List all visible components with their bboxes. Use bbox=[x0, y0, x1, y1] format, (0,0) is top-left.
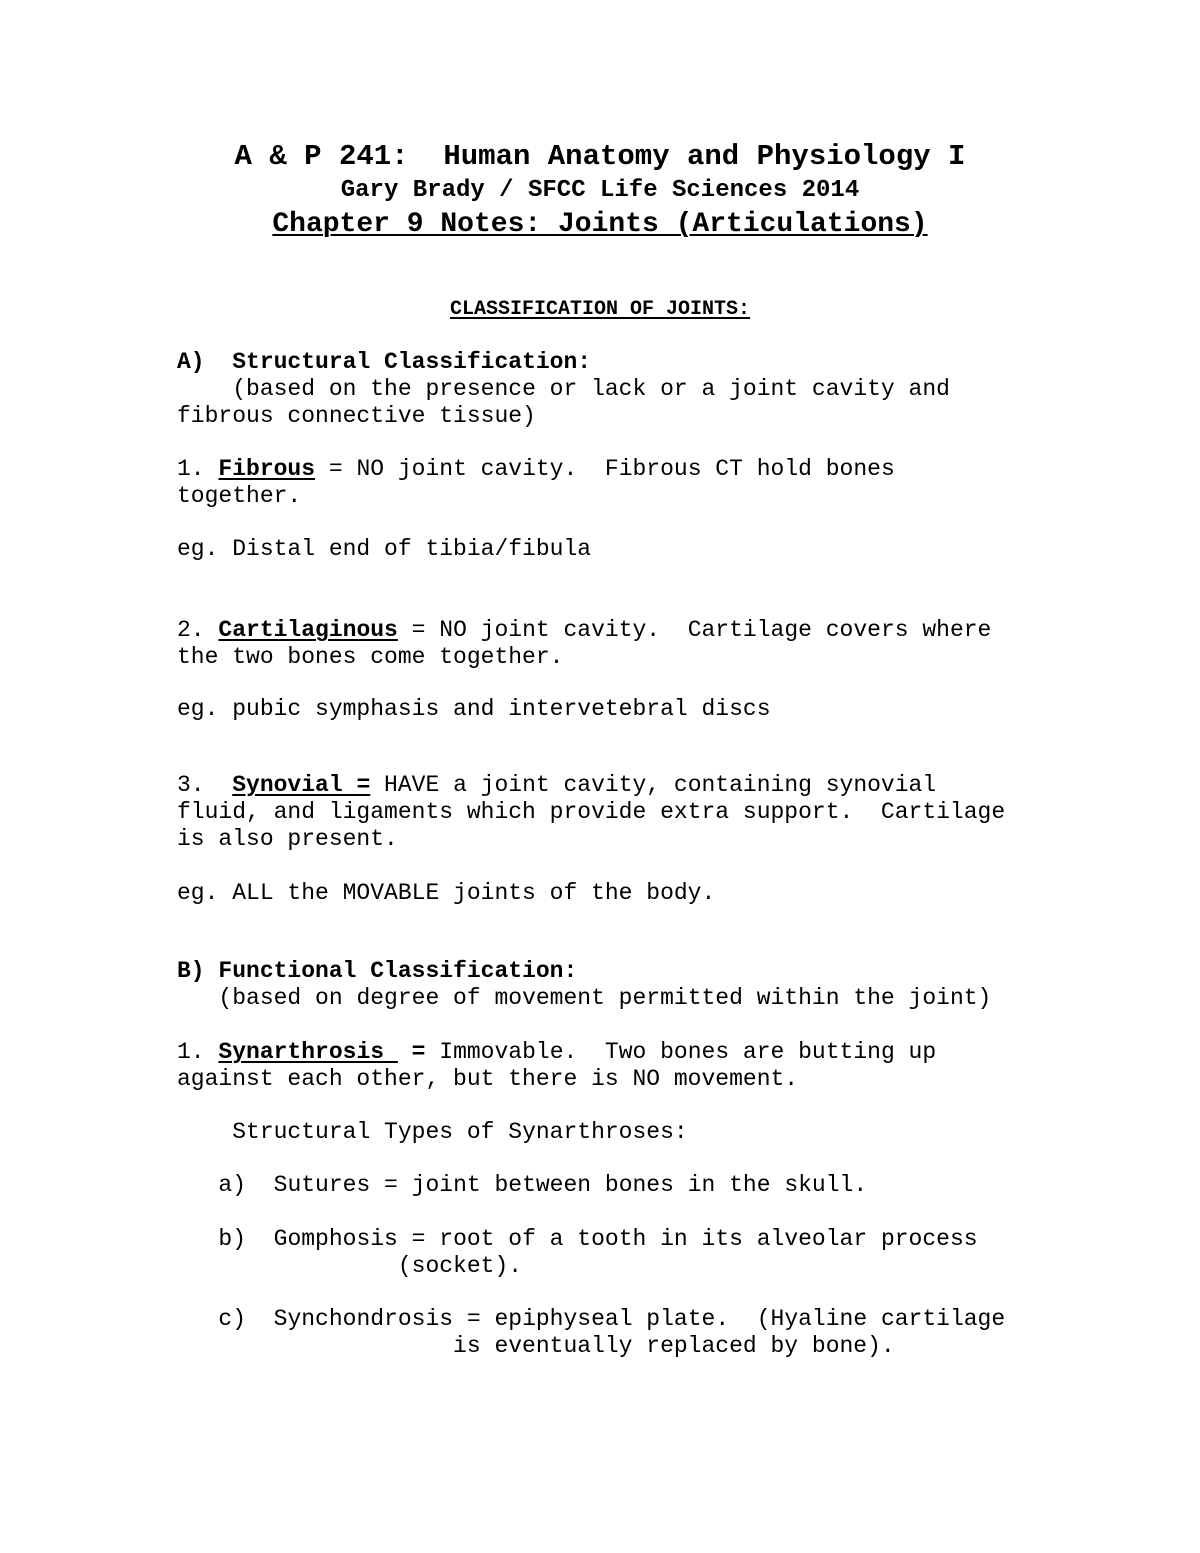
structural-label: A) bbox=[177, 349, 205, 375]
synovial-num: 3. bbox=[177, 772, 205, 798]
synovial-item bbox=[177, 772, 936, 799]
type-gomphosis-text-line1: Gomphosis = root of a tooth in its alveolar process bbox=[273, 1226, 978, 1252]
synovial-term: Synovial = bbox=[232, 772, 371, 798]
functional-label: B) bbox=[177, 958, 205, 984]
functional-title: Functional Classification: bbox=[218, 958, 578, 984]
structural-title: Structural Classification: bbox=[232, 349, 592, 375]
type-sutures bbox=[177, 1172, 867, 1199]
type-synchondrosis-text-line1: Synchondrosis = epiphyseal plate. (Hyaline cartilage bbox=[273, 1306, 1006, 1332]
fibrous-item bbox=[177, 456, 895, 483]
fibrous-example: eg. Distal end of tibia/fibula bbox=[177, 536, 592, 562]
fibrous-text-line2: together. bbox=[177, 483, 302, 509]
synarthrosis-item bbox=[177, 1039, 936, 1066]
synovial-text-line2: fluid, and ligaments which provide extra support. Cartilage bbox=[177, 799, 1006, 825]
chapter-title: Chapter 9 Notes: Joints (Articulations) bbox=[272, 209, 928, 240]
synovial-text-line1: HAVE a joint cavity, containing synovial bbox=[370, 772, 937, 798]
cartilaginous-text-line2: the two bones come together. bbox=[177, 644, 564, 670]
type-synchondrosis-letter: c) bbox=[218, 1306, 247, 1332]
type-gomphosis-text-line2: (socket). bbox=[397, 1253, 523, 1279]
course-title: A & P 241: Human Anatomy and Physiology I bbox=[234, 140, 966, 173]
functional-heading bbox=[177, 958, 577, 985]
type-synchondrosis-text-line2: is eventually replaced by bone). bbox=[453, 1333, 895, 1359]
synarthrosis-text-line2: against each other, but there is NO movement. bbox=[177, 1066, 799, 1092]
fibrous-term: Fibrous bbox=[218, 456, 316, 482]
cartilaginous-term: Cartilaginous bbox=[218, 617, 398, 643]
synovial-example: eg. ALL the MOVABLE joints of the body. bbox=[177, 880, 716, 906]
type-synchondrosis bbox=[177, 1306, 1005, 1333]
structural-desc-line1: (based on the presence or lack or a joint cavity and bbox=[232, 376, 950, 402]
fibrous-num: 1. bbox=[177, 456, 205, 482]
synarthroses-types-heading: Structural Types of Synarthroses: bbox=[232, 1119, 688, 1145]
type-gomphosis-letter: b) bbox=[218, 1226, 247, 1252]
structural-heading bbox=[177, 349, 591, 376]
functional-desc: (based on degree of movement permitted within the joint) bbox=[218, 985, 992, 1011]
synarthrosis-term: Synarthrosis bbox=[218, 1039, 398, 1065]
fibrous-text-line1: = NO joint cavity. Fibrous CT hold bones bbox=[315, 456, 895, 482]
cartilaginous-item bbox=[177, 617, 991, 644]
author-line: Gary Brady / SFCC Life Sciences 2014 bbox=[340, 177, 860, 204]
section-heading: CLASSIFICATION OF JOINTS: bbox=[449, 298, 751, 321]
synarthrosis-equals: = bbox=[397, 1039, 426, 1065]
type-sutures-letter: a) bbox=[218, 1172, 247, 1198]
synarthrosis-num: 1. bbox=[177, 1039, 205, 1065]
cartilaginous-num: 2. bbox=[177, 617, 205, 643]
cartilaginous-text-line1: = NO joint cavity. Cartilage covers where bbox=[397, 617, 992, 643]
cartilaginous-example: eg. pubic symphasis and intervetebral discs bbox=[177, 696, 771, 722]
type-gomphosis bbox=[177, 1226, 978, 1253]
synovial-text-line3: is also present. bbox=[177, 826, 398, 852]
type-sutures-text: Sutures = joint between bones in the skull. bbox=[273, 1172, 868, 1198]
synarthrosis-text-line1: Immovable. Two bones are butting up bbox=[425, 1039, 937, 1065]
structural-desc-line2: fibrous connective tissue) bbox=[177, 403, 536, 429]
